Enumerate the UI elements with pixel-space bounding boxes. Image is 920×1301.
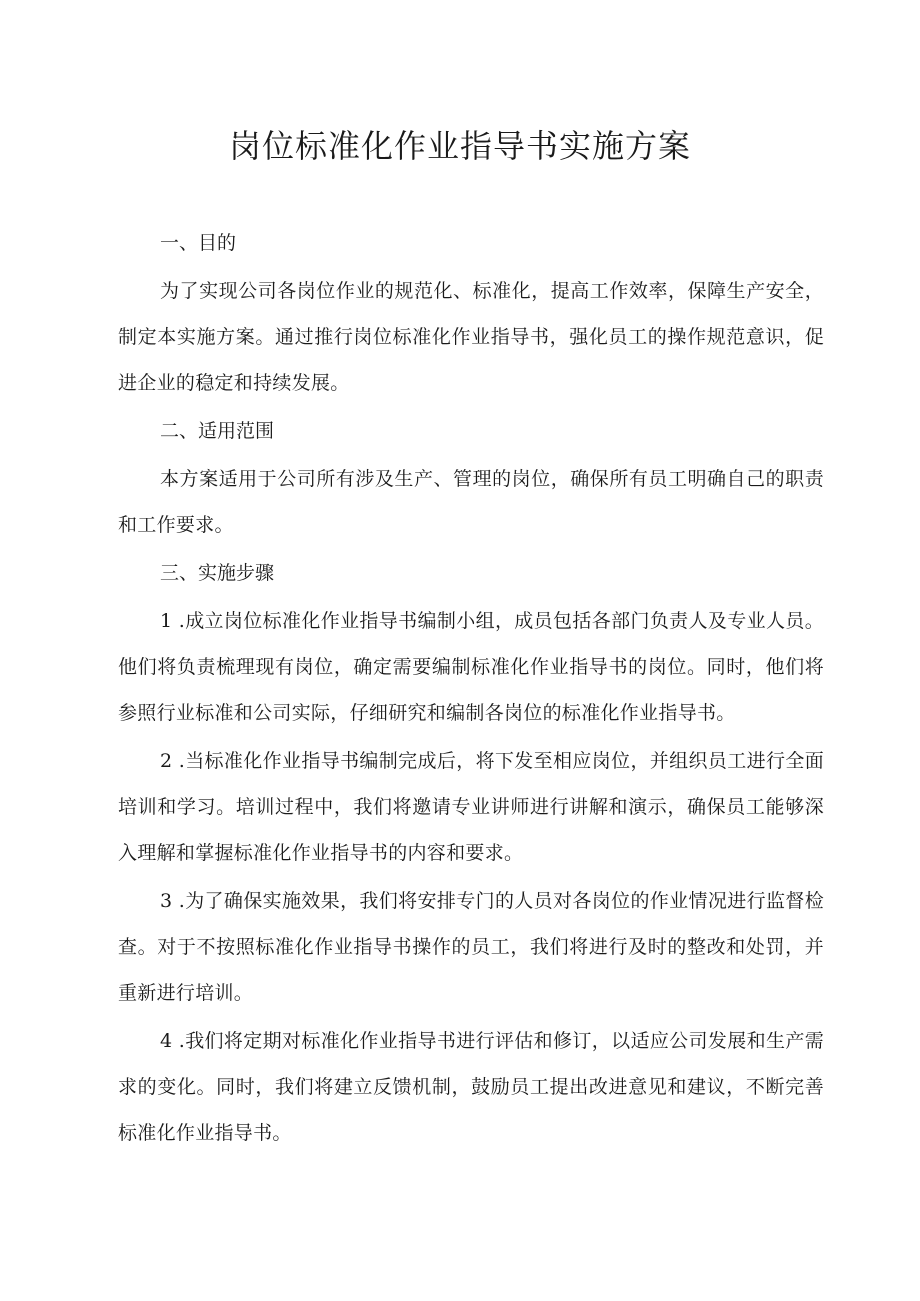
section-heading-scope: 二、适用范围: [160, 420, 275, 442]
document-body: [118, 220, 824, 1158]
step-number: 1: [160, 610, 173, 632]
step-item-2: [118, 738, 824, 876]
paragraph-purpose: 为了实现公司各岗位作业的规范化、标准化，提高工作效率，保障生产安全，制定本实施方案。通过推行岗位标准化作业指导书，强化员工的操作规范意识，促进企业的稳定和持续发展。: [118, 280, 824, 394]
step-text: .为了确保实施效果，我们将安排专门的人员对各岗位的作业情况进行监督检查。对于不按照标准化作业指导书操作的员工，我们将进行及时的整改和处罚，并重新进行培训。: [118, 890, 824, 1004]
step-number: 4: [160, 1030, 173, 1052]
section-heading-steps: 三、实施步骤: [160, 562, 275, 584]
step-item-4: [118, 1018, 824, 1156]
step-item-3: [118, 878, 824, 1016]
step-number: 2: [160, 750, 173, 772]
paragraph-scope: 本方案适用于公司所有涉及生产、管理的岗位，确保所有员工明确自己的职责和工作要求。: [118, 468, 824, 536]
document-title: 岗位标准化作业指导书实施方案: [228, 127, 691, 165]
step-text: .当标准化作业指导书编制完成后，将下发至相应岗位，并组织员工进行全面培训和学习。培训过程中，我们将邀请专业讲师进行讲解和演示，确保员工能够深入理解和掌握标准化作业指导书的内容和要求。: [118, 750, 824, 864]
step-text: .成立岗位标准化作业指导书编制小组，成员包括各部门负责人及专业人员。他们将负责梳理现有岗位，确定需要编制标准化作业指导书的岗位。同时，他们将参照行业标准和公司实际，仔细研究和编制各岗位的标准化作业指导书。: [118, 610, 824, 724]
step-item-1: [118, 598, 824, 736]
step-text: .我们将定期对标准化作业指导书进行评估和修订，以适应公司发展和生产需求的变化。同时，我们将建立反馈机制，鼓励员工提出改进意见和建议，不断完善标准化作业指导书。: [118, 1030, 824, 1144]
step-number: 3: [160, 890, 173, 912]
section-heading-purpose: 一、目的: [160, 232, 237, 254]
